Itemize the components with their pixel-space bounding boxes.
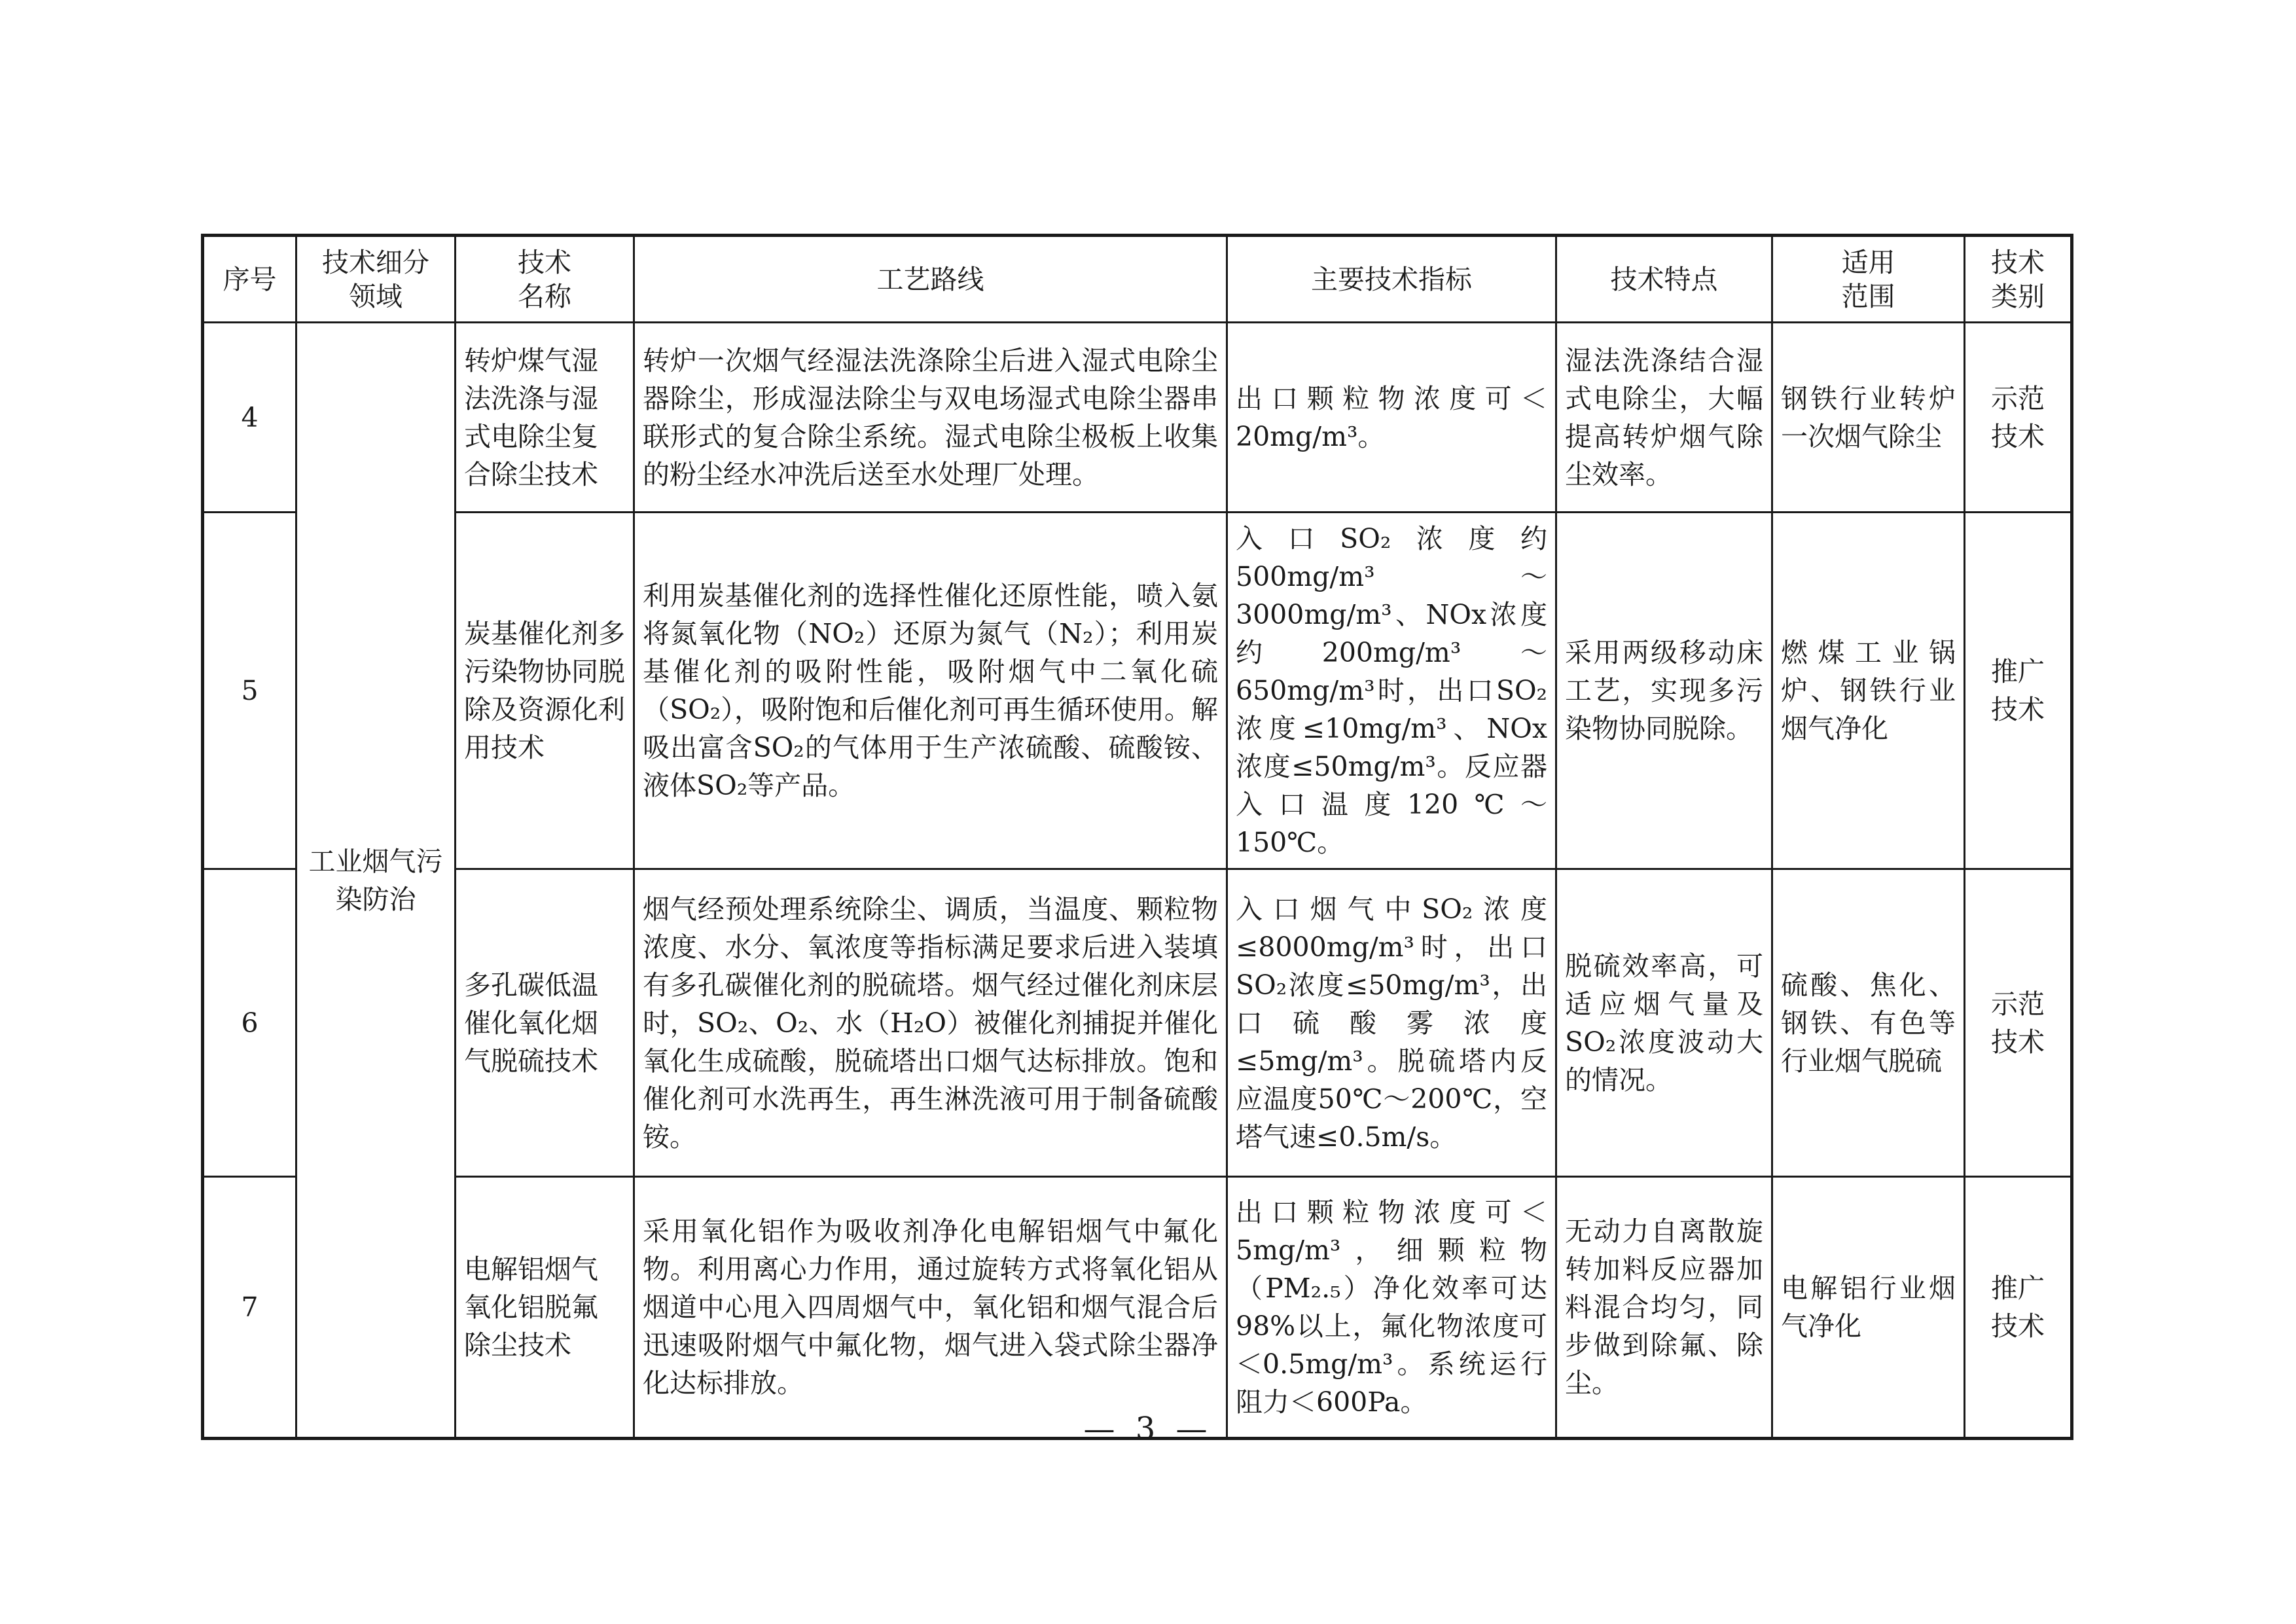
main-metric: 出口颗粒物浓度可＜20mg/m³。	[1227, 323, 1556, 513]
process-route: 利用炭基催化剂的选择性催化还原性能，喷入氨将氮氧化物（NO₂）还原为氮气（N₂）；利用炭基催化剂的吸附性能，吸附烟气中二氧化硫（SO₂），吸附饱和后催化剂可再生循环使用。解吸出富含SO₂的气体用于生产浓硫酸、硫酸铵、液体SO₂等产品。	[634, 513, 1227, 869]
row-serial: 7	[203, 1177, 296, 1439]
table-row	[203, 323, 2072, 513]
technology-feature: 采用两级移动床工艺，实现多污染物协同脱除。	[1556, 513, 1772, 869]
header-category: 技术 类别	[1965, 236, 2072, 323]
technology-feature: 湿法洗涤结合湿式电除尘，大幅提高转炉烟气除尘效率。	[1556, 323, 1772, 513]
main-metric: 出口颗粒物浓度可＜5mg/m³，细颗粒物（PM₂.₅）净化效率可达98%以上，氟化物浓度可＜0.5mg/m³。系统运行阻力＜600Pa。	[1227, 1177, 1556, 1439]
header-feature: 技术特点	[1556, 236, 1772, 323]
main-metric: 入口烟气中SO₂浓度≤8000mg/m³时，出口SO₂浓度≤50mg/m³，出口硫酸雾浓度≤5mg/m³。脱硫塔内反应温度50℃～200℃，空塔气速≤0.5m/s。	[1227, 869, 1556, 1177]
header-name: 技术 名称	[456, 236, 634, 323]
technology-table	[201, 234, 2073, 1440]
applicable-scope: 电解铝行业烟气净化	[1772, 1177, 1965, 1439]
technology-feature: 无动力自离散旋转加料反应器加料混合均匀，同步做到除氟、除尘。	[1556, 1177, 1772, 1439]
technology-feature: 脱硫效率高，可适应烟气量及SO₂浓度波动大的情况。	[1556, 869, 1772, 1177]
header-scope: 适用 范围	[1772, 236, 1965, 323]
applicable-scope: 硫酸、焦化、钢铁、有色等行业烟气脱硫	[1772, 869, 1965, 1177]
technology-category: 推广 技术	[1965, 1177, 2072, 1439]
process-route: 转炉一次烟气经湿法洗涤除尘后进入湿式电除尘器除尘，形成湿法除尘与双电场湿式电除尘器串联形式的复合除尘系统。湿式电除尘极板上收集的粉尘经水冲洗后送至水处理厂处理。	[634, 323, 1227, 513]
row-serial: 5	[203, 513, 296, 869]
technology-category: 示范 技术	[1965, 869, 2072, 1177]
row-serial: 4	[203, 323, 296, 513]
table-header-row	[203, 236, 2072, 323]
table-row	[203, 513, 2072, 869]
process-route: 采用氧化铝作为吸收剂净化电解铝烟气中氟化物。利用离心力作用，通过旋转方式将氧化铝从烟道中心甩入四周烟气中，氧化铝和烟气混合后迅速吸附烟气中氟化物，烟气进入袋式除尘器净化达标排放。	[634, 1177, 1227, 1439]
header-area: 技术细分 领域	[296, 236, 456, 323]
applicable-scope: 燃煤工业锅炉、钢铁行业烟气净化	[1772, 513, 1965, 869]
technology-category: 示范 技术	[1965, 323, 2072, 513]
table-row	[203, 869, 2072, 1177]
technology-category: 推广 技术	[1965, 513, 2072, 869]
row-serial: 6	[203, 869, 296, 1177]
technology-name: 电解铝烟气 氧化铝脱氟 除尘技术	[456, 1177, 634, 1439]
technology-name: 转炉煤气湿 法洗涤与湿 式电除尘复 合除尘技术	[456, 323, 634, 513]
header-route: 工艺路线	[634, 236, 1227, 323]
technical-area-cell: 工业烟气污 染防治	[296, 323, 456, 1439]
header-serial: 序号	[203, 236, 296, 323]
header-metric: 主要技术指标	[1227, 236, 1556, 323]
applicable-scope: 钢铁行业转炉一次烟气除尘	[1772, 323, 1965, 513]
technology-name: 炭基催化剂多 污染物协同脱 除及资源化利 用技术	[456, 513, 634, 869]
main-metric: 入口SO₂浓度约500mg/m³～3000mg/m³、NOx浓度约200mg/m³～650mg/m³时，出口SO₂浓度≤10mg/m³、NOx浓度≤50mg/m³。反应器入口温度120℃～150℃。	[1227, 513, 1556, 869]
table-row	[203, 1177, 2072, 1439]
technology-name: 多孔碳低温 催化氧化烟 气脱硫技术	[456, 869, 634, 1177]
page-number: — 3 —	[1083, 1411, 1213, 1447]
process-route: 烟气经预处理系统除尘、调质，当温度、颗粒物浓度、水分、氧浓度等指标满足要求后进入装填有多孔碳催化剂的脱硫塔。烟气经过催化剂床层时，SO₂、O₂、水（H₂O）被催化剂捕捉并催化氧化生成硫酸，脱硫塔出口烟气达标排放。饱和催化剂可水洗再生，再生淋洗液可用于制备硫酸铵。	[634, 869, 1227, 1177]
